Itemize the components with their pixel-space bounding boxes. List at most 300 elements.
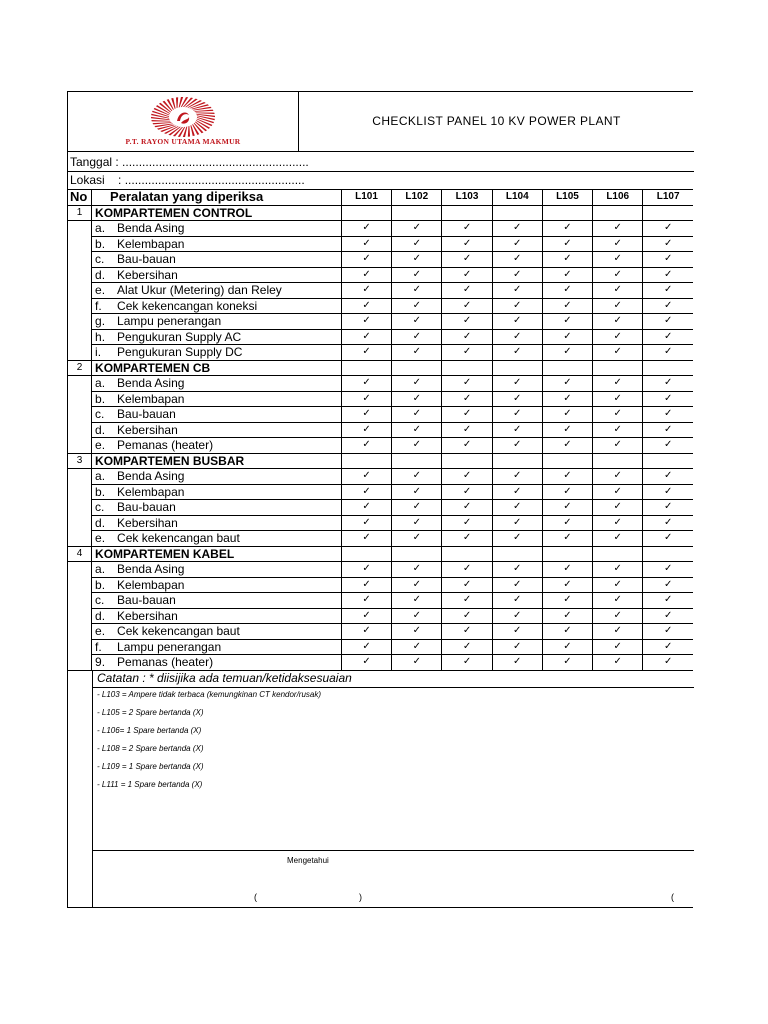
check-mark-cell[interactable]: ✓ bbox=[593, 283, 643, 299]
check-mark-cell[interactable]: ✓ bbox=[392, 531, 442, 547]
item-label-cell bbox=[92, 407, 342, 423]
check-mark-cell[interactable]: ✓ bbox=[643, 655, 693, 671]
check-mark-cell[interactable]: ✓ bbox=[442, 608, 492, 624]
row-number-blank bbox=[68, 562, 92, 578]
check-mark-cell[interactable]: ✓ bbox=[442, 345, 492, 361]
section-title: KOMPARTEMEN KABEL bbox=[92, 546, 342, 562]
mengetahui-label: Mengetahui bbox=[287, 856, 329, 865]
check-mark-cell[interactable]: ✓ bbox=[341, 267, 391, 283]
check-mark-cell[interactable]: ✓ bbox=[492, 639, 542, 655]
check-mark-cell[interactable]: ✓ bbox=[643, 515, 693, 531]
column-header-l106: L106 bbox=[593, 190, 643, 206]
table-row bbox=[68, 608, 693, 624]
check-mark-cell[interactable]: ✓ bbox=[643, 391, 693, 407]
empty-cell bbox=[341, 453, 391, 469]
check-mark-cell[interactable]: ✓ bbox=[643, 500, 693, 516]
check-mark-cell[interactable]: ✓ bbox=[341, 655, 391, 671]
item-label-cell bbox=[92, 500, 342, 516]
check-mark-cell[interactable]: ✓ bbox=[643, 469, 693, 485]
check-mark-cell[interactable]: ✓ bbox=[593, 639, 643, 655]
item-label-cell bbox=[92, 345, 342, 361]
check-mark-cell[interactable]: ✓ bbox=[442, 639, 492, 655]
check-mark-cell[interactable]: ✓ bbox=[492, 515, 542, 531]
check-mark-cell[interactable]: ✓ bbox=[341, 639, 391, 655]
check-mark-cell[interactable]: ✓ bbox=[341, 329, 391, 345]
logo-ray bbox=[195, 112, 214, 114]
check-mark-cell[interactable]: ✓ bbox=[442, 562, 492, 578]
check-mark-cell[interactable]: ✓ bbox=[492, 221, 542, 237]
section-number: 4 bbox=[68, 546, 92, 562]
check-mark-cell[interactable]: ✓ bbox=[442, 376, 492, 392]
table-row bbox=[68, 639, 693, 655]
check-mark-cell[interactable]: ✓ bbox=[593, 500, 643, 516]
row-number-blank bbox=[68, 329, 92, 345]
item-label-cell bbox=[92, 298, 342, 314]
check-mark-cell[interactable]: ✓ bbox=[542, 608, 592, 624]
item-label: Cek kekencangan baut bbox=[117, 624, 240, 639]
check-mark-cell[interactable]: ✓ bbox=[643, 422, 693, 438]
table-row bbox=[68, 407, 693, 423]
check-mark-cell[interactable]: ✓ bbox=[341, 469, 391, 485]
item-label-cell bbox=[92, 624, 342, 640]
item-label-cell bbox=[92, 391, 342, 407]
check-mark-cell[interactable]: ✓ bbox=[542, 655, 592, 671]
item-label: Kelembapan bbox=[117, 391, 185, 406]
check-mark-cell[interactable]: ✓ bbox=[341, 283, 391, 299]
item-letter: 9. bbox=[95, 655, 106, 670]
check-mark-cell[interactable]: ✓ bbox=[392, 515, 442, 531]
check-mark-cell[interactable]: ✓ bbox=[442, 422, 492, 438]
table-row bbox=[68, 500, 693, 516]
empty-cell bbox=[643, 546, 693, 562]
section-title: KOMPARTEMEN CONTROL bbox=[92, 205, 342, 221]
item-label: Pemanas (heater) bbox=[117, 438, 214, 453]
check-mark-cell[interactable]: ✓ bbox=[392, 608, 442, 624]
check-mark-cell[interactable]: ✓ bbox=[643, 608, 693, 624]
check-mark-cell[interactable]: ✓ bbox=[542, 236, 592, 252]
check-mark-cell[interactable]: ✓ bbox=[542, 484, 592, 500]
check-mark-cell[interactable]: ✓ bbox=[593, 422, 643, 438]
row-number-blank bbox=[68, 469, 92, 485]
check-mark-cell[interactable]: ✓ bbox=[442, 267, 492, 283]
section-row bbox=[68, 453, 693, 469]
empty-cell bbox=[593, 360, 643, 376]
column-header-item-label: Peralatan yang diperiksa bbox=[110, 189, 264, 205]
check-mark-cell[interactable]: ✓ bbox=[593, 252, 643, 268]
empty-cell bbox=[442, 360, 492, 376]
item-label-cell bbox=[92, 438, 342, 454]
check-mark-cell[interactable]: ✓ bbox=[593, 577, 643, 593]
check-mark-cell[interactable]: ✓ bbox=[492, 531, 542, 547]
note-item: - L105 = 2 Spare bertanda (X) bbox=[97, 708, 204, 717]
check-mark-cell[interactable]: ✓ bbox=[392, 593, 442, 609]
check-mark-cell[interactable]: ✓ bbox=[442, 531, 492, 547]
check-mark-cell[interactable]: ✓ bbox=[643, 376, 693, 392]
check-mark-cell[interactable]: ✓ bbox=[643, 577, 693, 593]
row-number-blank bbox=[68, 267, 92, 283]
check-mark-cell[interactable]: ✓ bbox=[593, 314, 643, 330]
table-row bbox=[68, 298, 693, 314]
check-mark-cell[interactable]: ✓ bbox=[341, 531, 391, 547]
check-mark-cell[interactable]: ✓ bbox=[643, 329, 693, 345]
check-mark-cell[interactable]: ✓ bbox=[392, 345, 442, 361]
check-mark-cell[interactable]: ✓ bbox=[492, 469, 542, 485]
item-label: Lampu penerangan bbox=[117, 314, 222, 329]
check-mark-cell[interactable]: ✓ bbox=[593, 624, 643, 640]
check-mark-cell[interactable]: ✓ bbox=[492, 345, 542, 361]
item-label-cell bbox=[92, 376, 342, 392]
row-number-blank bbox=[68, 283, 92, 299]
item-letter: a. bbox=[95, 469, 106, 484]
check-mark-cell[interactable]: ✓ bbox=[392, 500, 442, 516]
lokasi-row bbox=[68, 171, 694, 189]
signature-divider bbox=[93, 850, 694, 851]
check-mark-cell[interactable]: ✓ bbox=[442, 298, 492, 314]
item-letter: b. bbox=[95, 391, 106, 406]
check-mark-cell[interactable]: ✓ bbox=[341, 562, 391, 578]
check-mark-cell[interactable]: ✓ bbox=[542, 407, 592, 423]
check-mark-cell[interactable]: ✓ bbox=[643, 283, 693, 299]
check-mark-cell[interactable]: ✓ bbox=[492, 376, 542, 392]
check-mark-cell[interactable]: ✓ bbox=[392, 639, 442, 655]
check-mark-cell[interactable]: ✓ bbox=[392, 314, 442, 330]
check-mark-cell[interactable]: ✓ bbox=[442, 515, 492, 531]
check-mark-cell[interactable]: ✓ bbox=[643, 407, 693, 423]
check-mark-cell[interactable]: ✓ bbox=[442, 500, 492, 516]
check-mark-cell[interactable]: ✓ bbox=[341, 624, 391, 640]
check-mark-cell[interactable]: ✓ bbox=[593, 469, 643, 485]
item-label-cell bbox=[92, 221, 342, 237]
check-mark-cell[interactable]: ✓ bbox=[492, 298, 542, 314]
check-mark-cell[interactable]: ✓ bbox=[492, 577, 542, 593]
check-mark-cell[interactable]: ✓ bbox=[392, 438, 442, 454]
check-mark-cell[interactable]: ✓ bbox=[392, 298, 442, 314]
check-mark-cell[interactable]: ✓ bbox=[492, 267, 542, 283]
check-mark-cell[interactable]: ✓ bbox=[341, 422, 391, 438]
item-letter: c. bbox=[95, 500, 105, 515]
check-mark-cell[interactable]: ✓ bbox=[643, 484, 693, 500]
empty-cell bbox=[593, 453, 643, 469]
table-row bbox=[68, 236, 693, 252]
check-mark-cell[interactable]: ✓ bbox=[593, 236, 643, 252]
check-mark-cell[interactable]: ✓ bbox=[542, 422, 592, 438]
row-number-blank bbox=[68, 221, 92, 237]
check-mark-cell[interactable]: ✓ bbox=[341, 608, 391, 624]
check-mark-cell[interactable]: ✓ bbox=[341, 236, 391, 252]
check-mark-cell[interactable]: ✓ bbox=[442, 314, 492, 330]
check-mark-cell[interactable]: ✓ bbox=[593, 438, 643, 454]
item-label-cell bbox=[92, 267, 342, 283]
row-number-blank bbox=[68, 515, 92, 531]
row-number-blank bbox=[68, 531, 92, 547]
check-mark-cell[interactable]: ✓ bbox=[593, 593, 643, 609]
check-mark-cell[interactable]: ✓ bbox=[341, 593, 391, 609]
check-mark-cell[interactable]: ✓ bbox=[542, 639, 592, 655]
lokasi-field[interactable]: Lokasi : ...................................................... bbox=[70, 173, 305, 187]
table-row bbox=[68, 515, 693, 531]
document-title: CHECKLIST PANEL 10 KV POWER PLANT bbox=[372, 114, 621, 128]
check-mark-cell[interactable]: ✓ bbox=[392, 376, 442, 392]
check-mark-cell[interactable]: ✓ bbox=[392, 329, 442, 345]
check-mark-cell[interactable]: ✓ bbox=[392, 562, 442, 578]
item-label-cell bbox=[92, 639, 342, 655]
check-mark-cell[interactable]: ✓ bbox=[542, 562, 592, 578]
check-mark-cell[interactable]: ✓ bbox=[643, 593, 693, 609]
table-row bbox=[68, 593, 693, 609]
check-mark-cell[interactable]: ✓ bbox=[341, 391, 391, 407]
check-mark-cell[interactable]: ✓ bbox=[442, 391, 492, 407]
table-row bbox=[68, 624, 693, 640]
item-label: Benda Asing bbox=[117, 376, 185, 391]
item-label-cell bbox=[92, 484, 342, 500]
table-row bbox=[68, 562, 693, 578]
check-mark-cell[interactable]: ✓ bbox=[643, 438, 693, 454]
check-mark-cell[interactable]: ✓ bbox=[542, 329, 592, 345]
check-mark-cell[interactable]: ✓ bbox=[542, 624, 592, 640]
row-number-blank bbox=[68, 577, 92, 593]
table-row bbox=[68, 484, 693, 500]
item-label-cell bbox=[92, 422, 342, 438]
check-mark-cell[interactable]: ✓ bbox=[593, 221, 643, 237]
check-mark-cell[interactable]: ✓ bbox=[492, 500, 542, 516]
check-mark-cell[interactable]: ✓ bbox=[542, 469, 592, 485]
empty-cell bbox=[442, 453, 492, 469]
row-number-blank bbox=[68, 391, 92, 407]
note-item: - L106= 1 Spare bertanda (X) bbox=[97, 726, 202, 735]
empty-cell bbox=[492, 546, 542, 562]
empty-cell bbox=[643, 360, 693, 376]
check-mark-cell[interactable]: ✓ bbox=[643, 562, 693, 578]
check-mark-cell[interactable]: ✓ bbox=[341, 345, 391, 361]
check-mark-cell[interactable]: ✓ bbox=[392, 577, 442, 593]
signature-paren-close: ) bbox=[359, 892, 362, 902]
check-mark-cell[interactable]: ✓ bbox=[341, 221, 391, 237]
tanggal-field[interactable]: Tanggal : ........................................................ bbox=[70, 155, 309, 169]
check-mark-cell[interactable]: ✓ bbox=[392, 267, 442, 283]
item-label: Bau-bauan bbox=[117, 252, 176, 267]
notes-number-column bbox=[68, 670, 93, 908]
check-mark-cell[interactable]: ✓ bbox=[542, 438, 592, 454]
check-mark-cell[interactable]: ✓ bbox=[593, 376, 643, 392]
item-letter: d. bbox=[95, 608, 106, 623]
check-mark-cell[interactable]: ✓ bbox=[341, 515, 391, 531]
check-mark-cell[interactable]: ✓ bbox=[542, 314, 592, 330]
check-mark-cell[interactable]: ✓ bbox=[341, 314, 391, 330]
item-label: Benda Asing bbox=[117, 562, 185, 577]
check-mark-cell[interactable]: ✓ bbox=[542, 283, 592, 299]
check-mark-cell[interactable]: ✓ bbox=[593, 655, 643, 671]
check-mark-cell[interactable]: ✓ bbox=[442, 407, 492, 423]
check-mark-cell[interactable]: ✓ bbox=[442, 593, 492, 609]
check-mark-cell[interactable]: ✓ bbox=[643, 531, 693, 547]
item-label-cell bbox=[92, 577, 342, 593]
empty-cell bbox=[442, 546, 492, 562]
check-mark-cell[interactable]: ✓ bbox=[442, 577, 492, 593]
item-label: Kebersihan bbox=[117, 515, 178, 530]
check-mark-cell[interactable]: ✓ bbox=[492, 391, 542, 407]
check-mark-cell[interactable]: ✓ bbox=[341, 298, 391, 314]
item-label-cell bbox=[92, 608, 342, 624]
check-mark-cell[interactable]: ✓ bbox=[492, 624, 542, 640]
check-mark-cell[interactable]: ✓ bbox=[593, 267, 643, 283]
item-label-cell bbox=[92, 655, 342, 671]
check-mark-cell[interactable]: ✓ bbox=[542, 221, 592, 237]
check-mark-cell[interactable]: ✓ bbox=[442, 236, 492, 252]
check-mark-cell[interactable]: ✓ bbox=[593, 531, 643, 547]
check-mark-cell[interactable]: ✓ bbox=[392, 484, 442, 500]
check-mark-cell[interactable]: ✓ bbox=[492, 314, 542, 330]
item-label: Pemanas (heater) bbox=[117, 655, 214, 670]
check-mark-cell[interactable]: ✓ bbox=[492, 236, 542, 252]
check-mark-cell[interactable]: ✓ bbox=[593, 515, 643, 531]
check-mark-cell[interactable]: ✓ bbox=[392, 221, 442, 237]
check-mark-cell[interactable]: ✓ bbox=[392, 252, 442, 268]
check-mark-cell[interactable]: ✓ bbox=[542, 252, 592, 268]
check-mark-cell[interactable]: ✓ bbox=[442, 438, 492, 454]
check-mark-cell[interactable]: ✓ bbox=[643, 624, 693, 640]
check-mark-cell[interactable]: ✓ bbox=[492, 407, 542, 423]
check-mark-cell[interactable]: ✓ bbox=[341, 484, 391, 500]
empty-cell bbox=[593, 205, 643, 221]
check-mark-cell[interactable]: ✓ bbox=[492, 655, 542, 671]
column-header-item bbox=[92, 190, 342, 206]
table-row bbox=[68, 577, 693, 593]
check-mark-cell[interactable]: ✓ bbox=[341, 438, 391, 454]
check-mark-cell[interactable]: ✓ bbox=[341, 252, 391, 268]
row-number-blank bbox=[68, 624, 92, 640]
check-mark-cell[interactable]: ✓ bbox=[593, 391, 643, 407]
note-item: - L109 = 1 Spare bertanda (X) bbox=[97, 762, 204, 771]
check-mark-cell[interactable]: ✓ bbox=[492, 252, 542, 268]
check-mark-cell[interactable]: ✓ bbox=[341, 407, 391, 423]
item-label: Kelembapan bbox=[117, 577, 185, 592]
document-header bbox=[68, 92, 694, 152]
check-mark-cell[interactable]: ✓ bbox=[442, 469, 492, 485]
empty-cell bbox=[392, 205, 442, 221]
check-mark-cell[interactable]: ✓ bbox=[392, 422, 442, 438]
check-mark-cell[interactable]: ✓ bbox=[593, 562, 643, 578]
empty-cell bbox=[392, 546, 442, 562]
item-letter: g. bbox=[95, 314, 106, 329]
check-mark-cell[interactable]: ✓ bbox=[542, 515, 592, 531]
check-mark-cell[interactable]: ✓ bbox=[643, 252, 693, 268]
check-mark-cell[interactable]: ✓ bbox=[643, 639, 693, 655]
check-mark-cell[interactable]: ✓ bbox=[341, 500, 391, 516]
item-letter: i. bbox=[95, 345, 102, 360]
check-mark-cell[interactable]: ✓ bbox=[442, 329, 492, 345]
check-mark-cell[interactable]: ✓ bbox=[442, 221, 492, 237]
check-mark-cell[interactable]: ✓ bbox=[392, 624, 442, 640]
notes-block bbox=[68, 670, 694, 909]
item-label-cell bbox=[92, 469, 342, 485]
item-letter: e. bbox=[95, 624, 106, 639]
check-mark-cell[interactable]: ✓ bbox=[392, 283, 442, 299]
table-row bbox=[68, 655, 693, 671]
table-row bbox=[68, 283, 693, 299]
check-mark-cell[interactable]: ✓ bbox=[593, 298, 643, 314]
check-mark-cell[interactable]: ✓ bbox=[542, 531, 592, 547]
check-mark-cell[interactable]: ✓ bbox=[492, 422, 542, 438]
check-mark-cell[interactable]: ✓ bbox=[542, 577, 592, 593]
check-mark-cell[interactable]: ✓ bbox=[492, 593, 542, 609]
check-mark-cell[interactable]: ✓ bbox=[492, 608, 542, 624]
item-letter: f. bbox=[95, 298, 102, 313]
check-mark-cell[interactable]: ✓ bbox=[542, 593, 592, 609]
check-mark-cell[interactable]: ✓ bbox=[341, 376, 391, 392]
item-label-cell bbox=[92, 531, 342, 547]
check-mark-cell[interactable]: ✓ bbox=[593, 407, 643, 423]
item-label: Pengukuran Supply AC bbox=[117, 329, 242, 344]
item-label: Kebersihan bbox=[117, 422, 178, 437]
check-mark-cell[interactable]: ✓ bbox=[542, 345, 592, 361]
check-mark-cell[interactable]: ✓ bbox=[542, 298, 592, 314]
check-mark-cell[interactable]: ✓ bbox=[392, 236, 442, 252]
check-mark-cell[interactable]: ✓ bbox=[542, 376, 592, 392]
check-mark-cell[interactable]: ✓ bbox=[643, 298, 693, 314]
check-mark-cell[interactable]: ✓ bbox=[442, 655, 492, 671]
company-logo bbox=[148, 96, 218, 138]
checklist-sheet bbox=[67, 91, 693, 908]
check-mark-cell[interactable]: ✓ bbox=[542, 267, 592, 283]
section-title: KOMPARTEMEN BUSBAR bbox=[92, 453, 342, 469]
item-label: Kebersihan bbox=[117, 267, 178, 282]
table-row bbox=[68, 345, 693, 361]
check-mark-cell[interactable]: ✓ bbox=[643, 345, 693, 361]
check-mark-cell[interactable]: ✓ bbox=[643, 236, 693, 252]
column-header-l103: L103 bbox=[442, 190, 492, 206]
empty-cell bbox=[542, 205, 592, 221]
check-mark-cell[interactable]: ✓ bbox=[643, 267, 693, 283]
check-mark-cell[interactable]: ✓ bbox=[392, 407, 442, 423]
signature-paren-open: ( bbox=[254, 892, 257, 902]
check-mark-cell[interactable]: ✓ bbox=[442, 252, 492, 268]
check-mark-cell[interactable]: ✓ bbox=[492, 484, 542, 500]
check-mark-cell[interactable]: ✓ bbox=[341, 577, 391, 593]
check-mark-cell[interactable]: ✓ bbox=[392, 655, 442, 671]
row-number-blank bbox=[68, 484, 92, 500]
check-mark-cell[interactable]: ✓ bbox=[542, 500, 592, 516]
check-mark-cell[interactable]: ✓ bbox=[643, 314, 693, 330]
check-mark-cell[interactable]: ✓ bbox=[593, 329, 643, 345]
check-mark-cell[interactable]: ✓ bbox=[492, 283, 542, 299]
item-letter: b. bbox=[95, 484, 106, 499]
check-mark-cell[interactable]: ✓ bbox=[442, 624, 492, 640]
row-number-blank bbox=[68, 639, 92, 655]
check-mark-cell[interactable]: ✓ bbox=[593, 484, 643, 500]
logo-ray bbox=[154, 124, 173, 128]
check-mark-cell[interactable]: ✓ bbox=[492, 329, 542, 345]
check-mark-cell[interactable]: ✓ bbox=[492, 562, 542, 578]
row-number-blank bbox=[68, 655, 92, 671]
check-mark-cell[interactable]: ✓ bbox=[593, 608, 643, 624]
check-mark-cell[interactable]: ✓ bbox=[442, 484, 492, 500]
check-mark-cell[interactable]: ✓ bbox=[442, 283, 492, 299]
check-mark-cell[interactable]: ✓ bbox=[643, 221, 693, 237]
table-row bbox=[68, 422, 693, 438]
row-number-blank bbox=[68, 407, 92, 423]
row-number-blank bbox=[68, 236, 92, 252]
item-label-cell bbox=[92, 562, 342, 578]
row-number-blank bbox=[68, 438, 92, 454]
check-mark-cell[interactable]: ✓ bbox=[542, 391, 592, 407]
item-letter: b. bbox=[95, 577, 106, 592]
check-mark-cell[interactable]: ✓ bbox=[492, 438, 542, 454]
check-mark-cell[interactable]: ✓ bbox=[392, 469, 442, 485]
row-number-blank bbox=[68, 422, 92, 438]
check-mark-cell[interactable]: ✓ bbox=[593, 345, 643, 361]
check-mark-cell[interactable]: ✓ bbox=[392, 391, 442, 407]
item-label: Pengukuran Supply DC bbox=[117, 345, 243, 360]
